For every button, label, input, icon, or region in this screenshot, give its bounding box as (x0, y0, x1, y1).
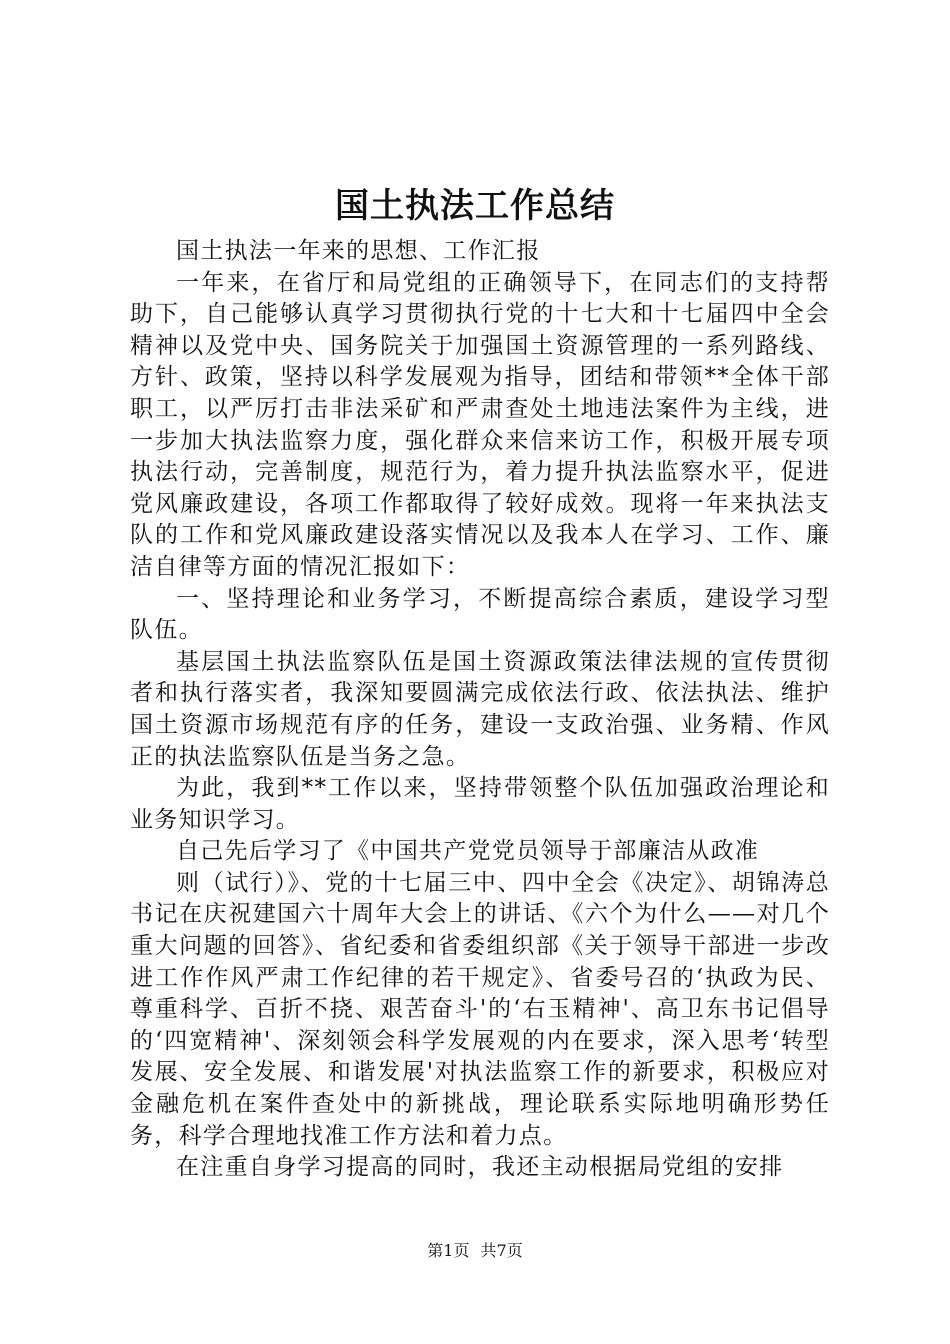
section-heading: 一、坚持理论和业务学习，不断提高综合素质，建设学习型队伍。 (130, 585, 830, 644)
paragraph: 自己先后学习了《中国共产党党员领导于部廉洁从政准 (176, 838, 760, 865)
document-title: 国土执法工作总结 (335, 186, 615, 226)
paragraph: 在注重自身学习提高的同时，我还主动根据局党组的安排 (176, 1154, 784, 1181)
page-footer (0, 1240, 950, 1262)
paragraph-heading: 国土执法一年来的思想、工作汇报 (176, 238, 541, 264)
document-body (130, 236, 830, 1184)
page-total: 共7页 (480, 1241, 523, 1260)
page-number: 第1页 (427, 1241, 470, 1260)
paragraph: 基层国土执法监察队伍是国土资源政策法律法规的宣传贯彻者和执行落实者，我深知要圆满完成依法行政、依法执法、维护国土资源市场规范有序的任务，建设一支政治强、业务精、作风正的执法监察队伍是当务之急。 (130, 648, 830, 770)
paragraph: 则（试行）》、党的十七届三中、四中全会《决定》、胡锦涛总书记在庆祝建国六十周年大会上的讲话、《六个为什么——对几个重大问题的回答》、省纪委和省委组织部《关于领导干部进一步改进工作作风严肃工作纪律的若干规定》、省委号召的‘执政为民、尊重科学、百折不挠、艰苦奋斗'的‘右玉精神'、高卫东书记倡导的‘四宽精神'、深刻领会科学发展观的内在要求，深入思考‘转型发展、安全发展、和谐发展'对执法监察工作的新要求，积极应对金融危机在案件查处中的新挑战，理论联系实际地明确形势任务，科学合理地找准工作方法和着力点。 (130, 869, 830, 1149)
paragraph: 为此，我到**工作以来，坚持带领整个队伍加强政治理论和业务知识学习。 (130, 775, 830, 833)
paragraph: 一年来，在省厅和局党组的正确领导下，在同志们的支持帮助下，自己能够认真学习贯彻执行党的十七大和十七届四中全会精神以及党中央、国务院关于加强国土资源管理的一系列路线、方针、政策，坚持以科学发展观为指导，团结和带领**全体干部职工，以严厉打击非法采矿和严肃查处土地违法案件为主线，进一步加大执法监察力度，强化群众来信来访工作，积极开展专项执法行动，完善制度，规范行为，着力提升执法监察水平，促进党风廉政建设，各项工作都取得了较好成效。现将一年来执法支队的工作和党风廉政建设落实情况以及我本人在学习、工作、廉洁自律等方面的情况汇报如下： (130, 269, 830, 580)
